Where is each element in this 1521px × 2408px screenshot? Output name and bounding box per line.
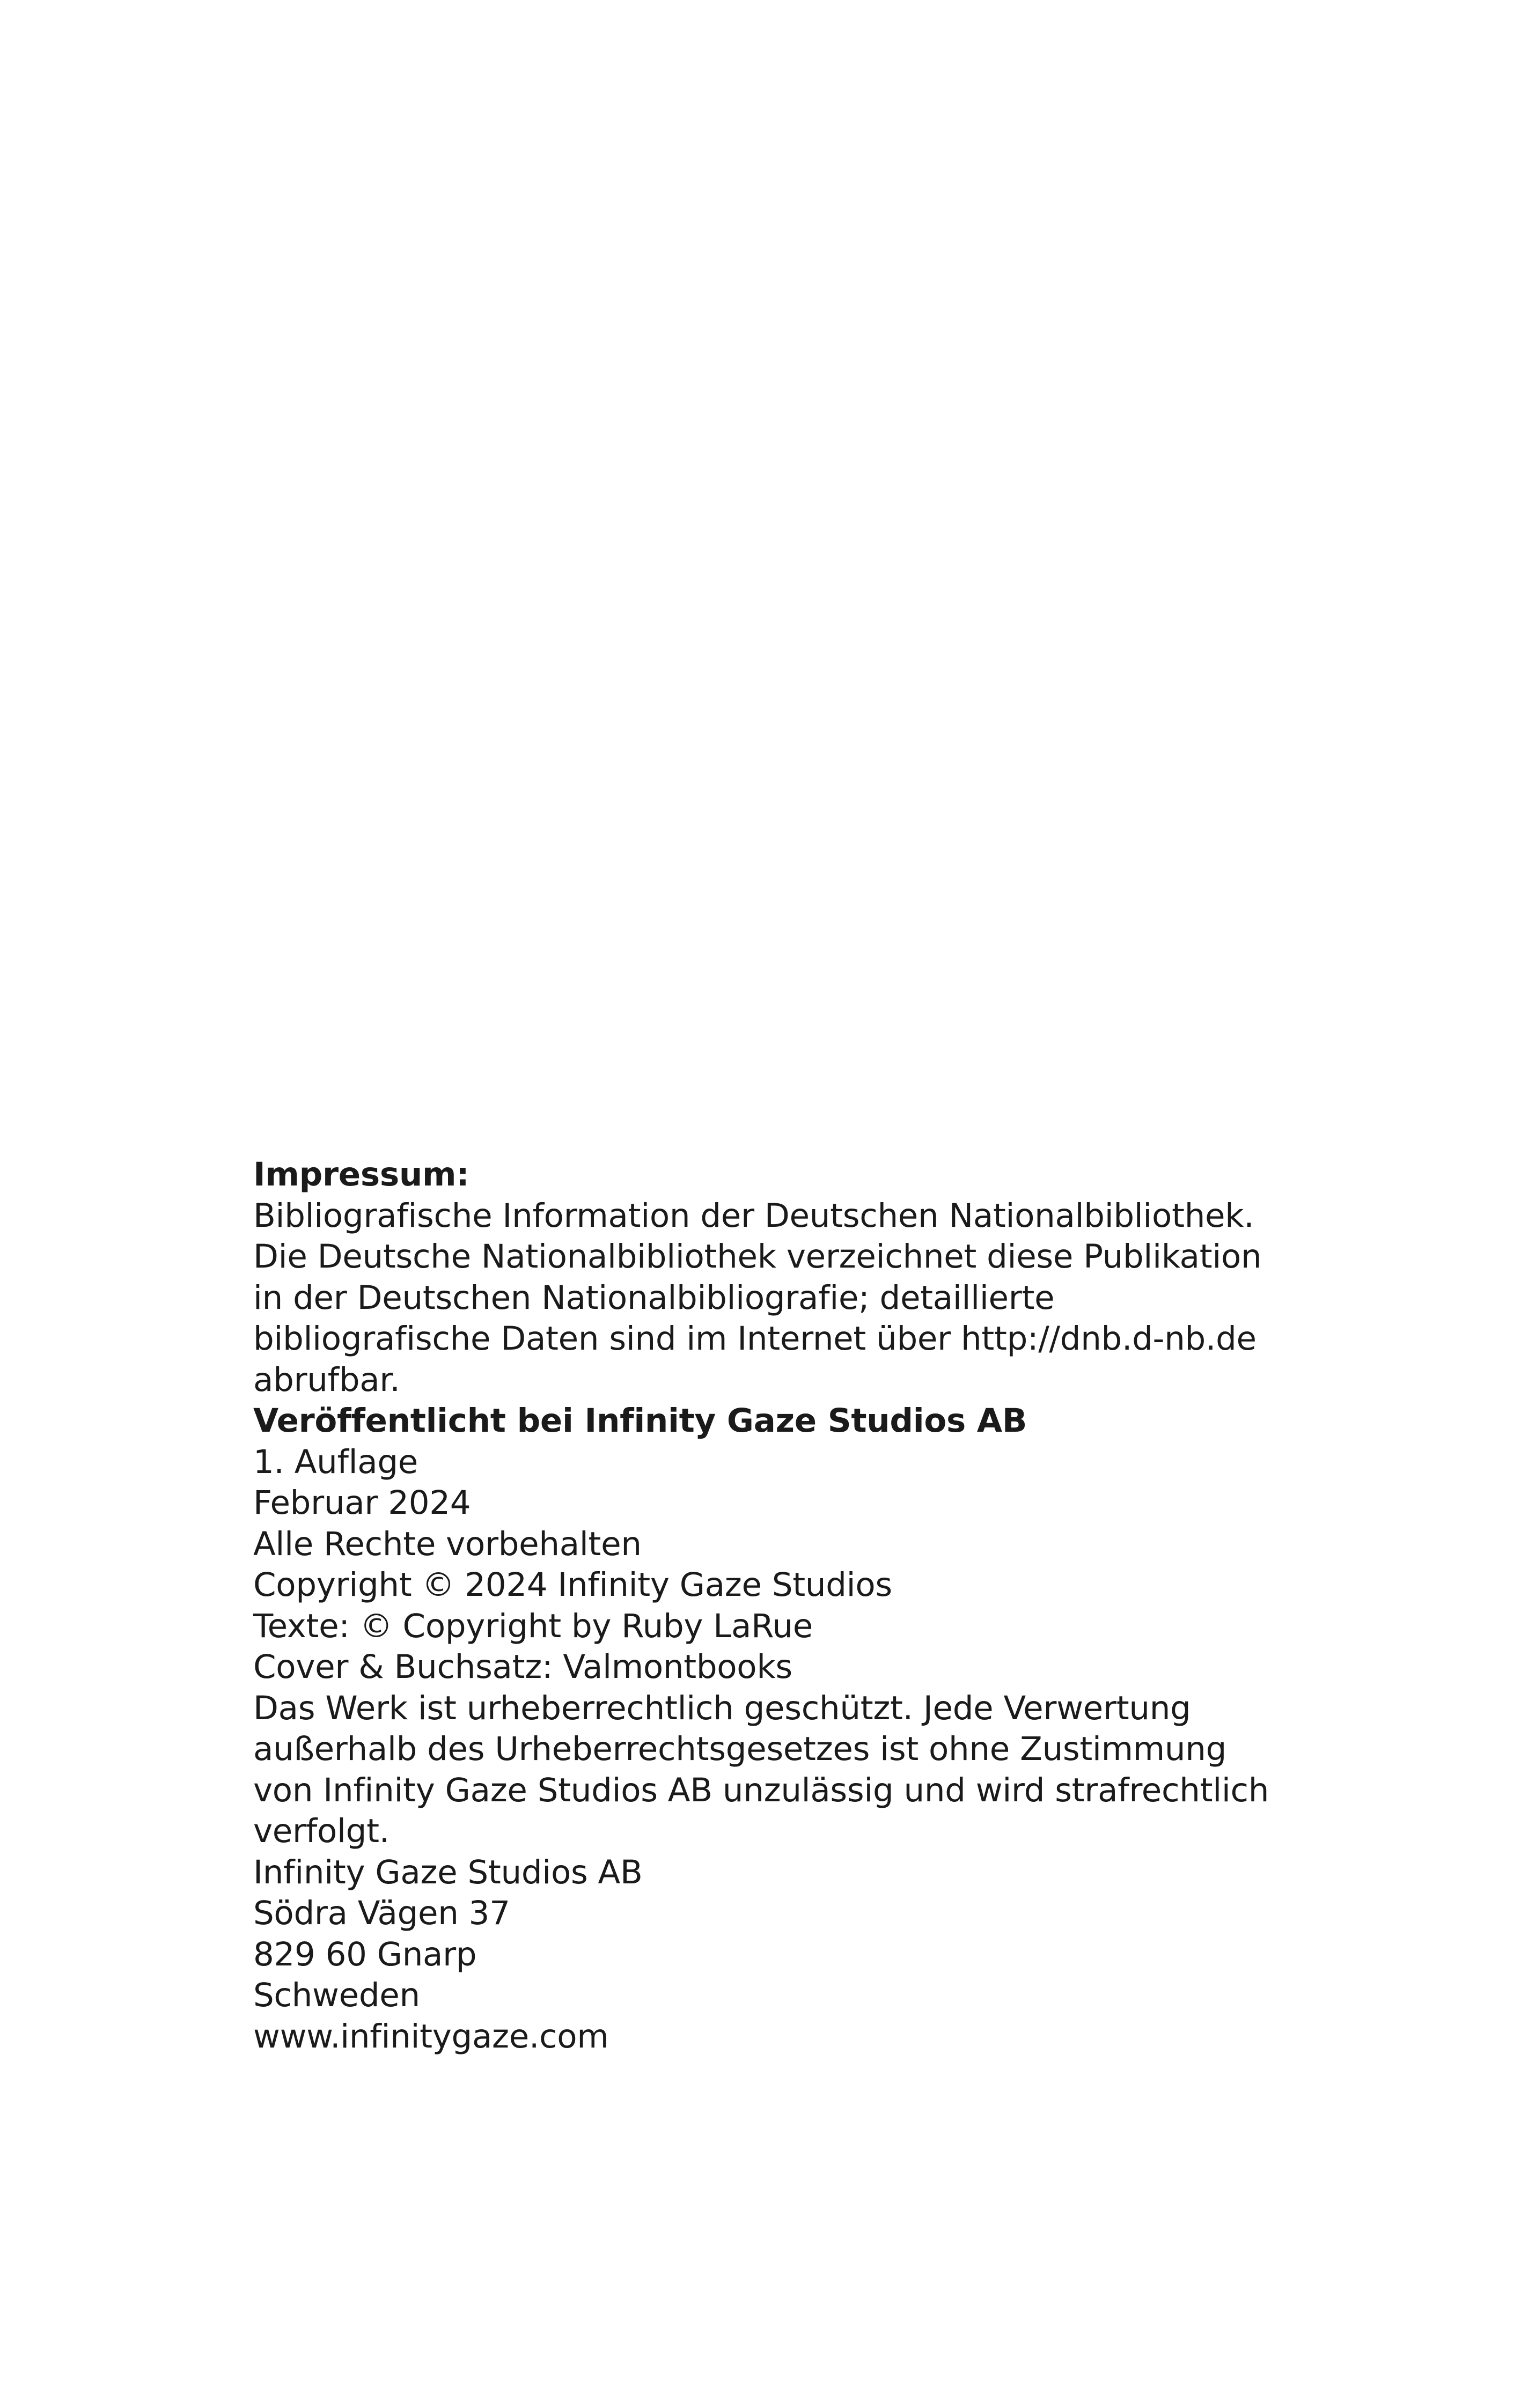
dnb-notice-line-5: abrufbar. bbox=[253, 1360, 400, 1399]
legal-notice-line-3: von Infinity Gaze Studios AB unzulässig und wird strafrechtlich bbox=[253, 1771, 1269, 1809]
address-city: 829 60 Gnarp bbox=[253, 1935, 477, 1973]
website: www.infinitygaze.com bbox=[253, 2017, 609, 2056]
edition: 1. Auflage bbox=[253, 1442, 418, 1481]
legal-notice-line-2: außerhalb des Urheberrechtsgesetzes ist ohne Zustimmung bbox=[253, 1730, 1227, 1768]
dnb-notice-line-4: bibliografische Daten sind im Internet über http://dnb.d-nb.de bbox=[253, 1320, 1257, 1358]
publication-date: Februar 2024 bbox=[253, 1484, 471, 1522]
rights-notice: Alle Rechte vorbehalten bbox=[253, 1525, 642, 1563]
texts-credit: Texte: © Copyright by Ruby LaRue bbox=[253, 1607, 813, 1645]
copyright-notice: Copyright © 2024 Infinity Gaze Studios bbox=[253, 1566, 892, 1604]
dnb-notice-line-1: Bibliografische Information der Deutschen Nationalbibliothek. bbox=[253, 1196, 1254, 1235]
imprint-heading: Impressum: bbox=[253, 1155, 469, 1194]
dnb-notice-line-2: Die Deutsche Nationalbibliothek verzeichnet diese Publikation bbox=[253, 1238, 1262, 1276]
address-street: Södra Vägen 37 bbox=[253, 1894, 510, 1932]
dnb-notice-line-3: in der Deutschen Nationalbibliografie; detaillierte bbox=[253, 1278, 1055, 1317]
address-company: Infinity Gaze Studios AB bbox=[253, 1853, 643, 1891]
imprint-block bbox=[253, 1154, 1299, 2057]
address-country: Schweden bbox=[253, 1976, 420, 2014]
publisher-line: Veröffentlicht bei Infinity Gaze Studios AB bbox=[253, 1402, 1027, 1440]
cover-credit: Cover & Buchsatz: Valmontbooks bbox=[253, 1648, 792, 1686]
legal-notice-line-4: verfolgt. bbox=[253, 1812, 390, 1850]
legal-notice-line-1: Das Werk ist urheberrechtlich geschützt. Jede Verwertung bbox=[253, 1689, 1191, 1727]
